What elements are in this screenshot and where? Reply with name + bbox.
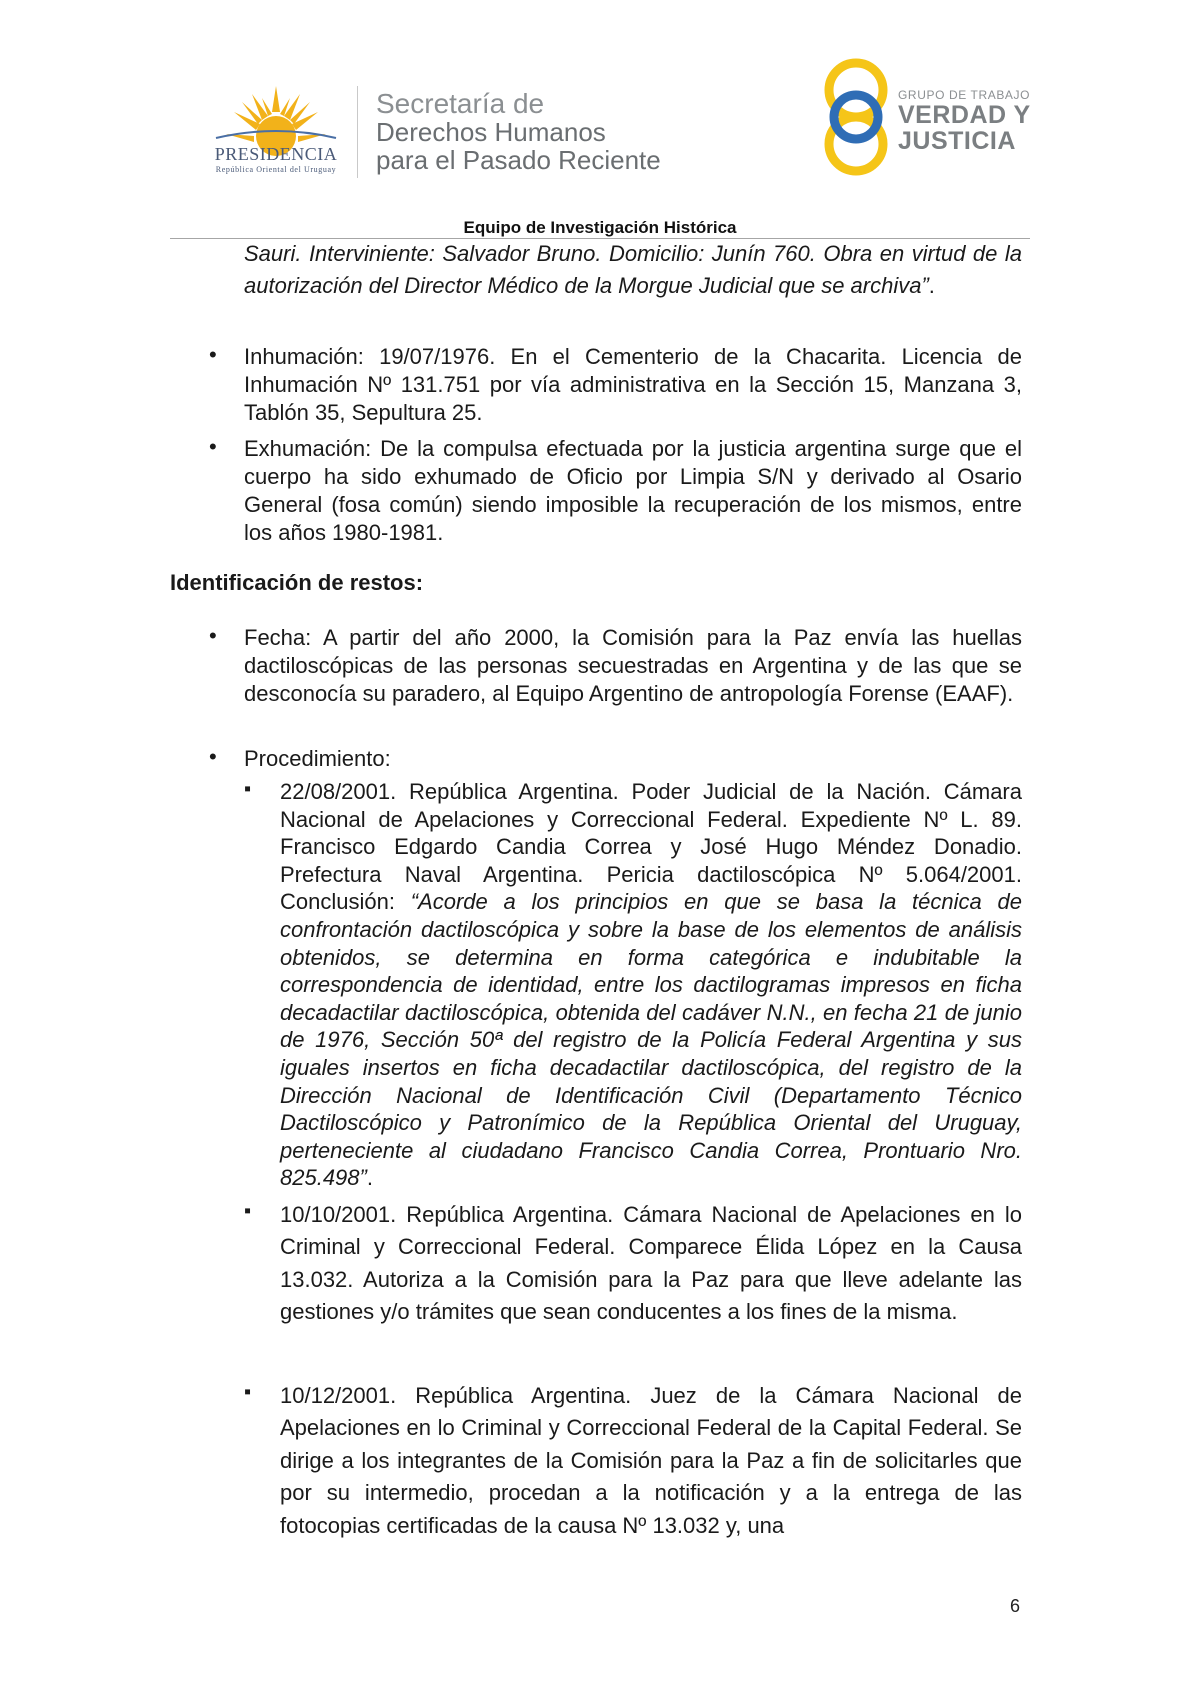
page-number: 6 bbox=[1010, 1596, 1021, 1616]
bullet-inhumacion: • bbox=[209, 342, 217, 367]
presidencia-subtitle: República Oriental del Uruguay bbox=[215, 165, 337, 174]
verdad-justicia-rings-logo bbox=[820, 56, 892, 178]
sub-bullet-3: ▪ bbox=[244, 1381, 252, 1403]
continuation-quote: Sauri. Interviniente: Salvador Bruno. Domicilio: Junín 760. Obra en virtud de la autorización del Director Médico de la Morgue Judicial que se archiva” bbox=[244, 241, 1022, 298]
fecha-paragraph: Fecha: A partir del año 2000, la Comisión para la Paz envía las huellas dactiloscópicas de las personas secuestradas en Argentina y de las que se desconocía su paradero, al Equipo Argentino de antropología Forense (EAAF). bbox=[244, 625, 1022, 706]
logo-divider bbox=[357, 86, 358, 178]
team-title: Equipo de Investigación Histórica bbox=[463, 218, 737, 237]
procedimiento-item-2: 10/10/2001. República Argentina. Cámara Nacional de Apelaciones en lo Criminal y Correccional Federal. Comparece Élida López en la Causa 13.032. Autoriza a la Comisión para la Paz para que lleve adelante las gestiones y/o trámites que sean conducentes a los fines de la misma. bbox=[280, 1202, 1022, 1325]
secretaria-logo-text bbox=[376, 90, 661, 174]
inhumacion-paragraph: Inhumación: 19/07/1976. En el Cementerio de la Chacarita. Licencia de Inhumación Nº 131.751 por vía administrativa en la Sección 15, Manzana 3, Tablón 35, Sepultura 25. bbox=[244, 344, 1022, 425]
justicia-label: JUSTICIA bbox=[898, 127, 1016, 155]
procedimiento-label: Procedimiento: bbox=[244, 746, 391, 771]
bullet-procedimiento: • bbox=[209, 744, 217, 769]
proc-item-1-end: . bbox=[366, 1165, 373, 1191]
continuation-paragraph bbox=[244, 238, 1022, 302]
secretaria-line-3: para el Pasado Reciente bbox=[376, 145, 661, 175]
sub-bullet-1: ▪ bbox=[244, 778, 252, 800]
proc-item-1-plain: 22/08/2001. República Argentina. Poder Judicial de la Nación. Cámara Nacional de Apelaciones y Correccional Federal. Expediente Nº L. 89. Francisco Edgardo Candia Correa y José Hugo Méndez Donadio. Prefectura Naval Argentina. Pericia dactiloscópica Nº 5.064/2001. Conclusión: bbox=[280, 779, 1022, 915]
sub-bullet-2: ▪ bbox=[244, 1200, 252, 1222]
secretaria-line-1: Secretaría de bbox=[376, 88, 545, 119]
presidencia-text bbox=[196, 144, 356, 176]
verdad-label: VERDAD Y bbox=[898, 101, 1031, 129]
bullet-fecha: • bbox=[209, 623, 217, 648]
bullet-exhumacion: • bbox=[209, 434, 217, 459]
continuation-end: . bbox=[928, 273, 935, 298]
procedimiento-item-3: 10/12/2001. República Argentina. Juez de la Cámara Nacional de Apelaciones en lo Criminal y Correccional Federal de la Capital Federal. Se dirige a los integrantes de la Comisión para la Paz a fin de solicitarles que por su intermedio, procedan a la notificación y a la entrega de las fotocopias certificadas de la causa Nº 13.032 y, una bbox=[280, 1383, 1022, 1538]
secretaria-line-2: Derechos Humanos bbox=[376, 117, 606, 147]
verdad-justicia-text bbox=[898, 88, 1031, 154]
presidencia-title: PRESIDENCIA bbox=[214, 144, 338, 164]
exhumacion-paragraph: Exhumación: De la compulsa efectuada por la justicia argentina surge que el cuerpo ha sido exhumado de Oficio por Limpia S/N y derivado al Osario General (fosa común) siendo imposible la recuperación de los mismos, entre los años 1980-1981. bbox=[244, 436, 1022, 545]
proc-item-1-quote: “Acorde a los principios en que se basa la técnica de confrontación dactiloscópica y sobre la base de los elementos de análisis obtenidos, se determina en forma categórica e indubitable la correspondencia de identidad, entre los dactilogramas impresos en ficha decadactilar dactiloscópica, obtenida del cadáver N.N., en fecha 21 de junio de 1976, Sección 50ª del registro de la Policía Federal Argentina y sus iguales insertos en ficha decadactilar dactiloscópica, del registro de la Dirección Nacional de Identificación Civil (Departamento Técnico Dactiloscópico y Patronímico de la República Oriental del Uruguay, perteneciente al ciudadano Francisco Candia Correa, Prontuario Nro. 825.498” bbox=[280, 889, 1022, 1191]
procedimiento-item-1 bbox=[280, 778, 1022, 1192]
grupo-trabajo-label: GRUPO DE TRABAJO bbox=[898, 88, 1031, 102]
section-heading: Identificación de restos: bbox=[170, 570, 424, 595]
